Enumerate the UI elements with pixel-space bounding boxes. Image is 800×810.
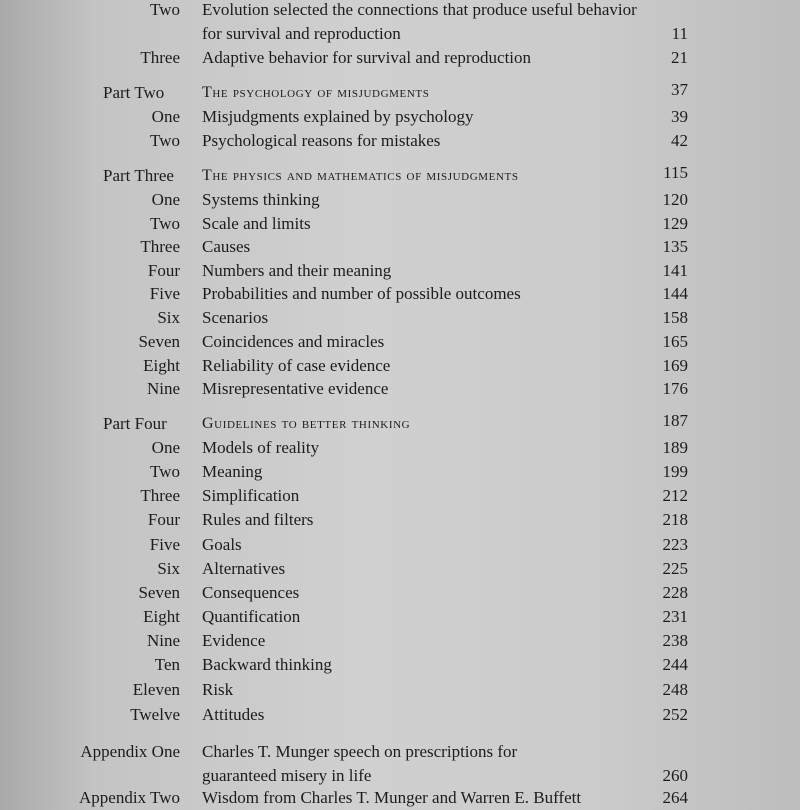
toc-entry-title: Meaning bbox=[202, 462, 263, 481]
toc-entry-label: Seven bbox=[138, 332, 180, 351]
toc-entry-label: Two bbox=[150, 214, 180, 233]
toc-entry-page: 252 bbox=[662, 705, 688, 724]
toc-entry-label: Appendix Two bbox=[79, 788, 180, 807]
toc-entry-page: 42 bbox=[671, 131, 688, 150]
toc-entry-title: Wisdom from Charles T. Munger and Warren E. Buffett bbox=[202, 788, 582, 807]
toc-entry bbox=[0, 484, 800, 508]
toc-entry-title: Evidence bbox=[202, 631, 266, 650]
toc-entry-title: Psychological reasons for mistakes bbox=[202, 131, 441, 150]
toc-part-heading bbox=[0, 412, 800, 436]
toc-entry bbox=[0, 22, 800, 46]
toc-entry-title: Scenarios bbox=[202, 308, 269, 327]
toc-entry-page: 37 bbox=[671, 80, 688, 99]
toc-entry-title: for survival and reproduction bbox=[202, 24, 401, 43]
toc-entry-title: Charles T. Munger speech on prescriptions for bbox=[202, 742, 518, 761]
toc-entry-title: Backward thinking bbox=[202, 655, 332, 674]
toc-entry-label: Three bbox=[140, 237, 180, 256]
toc-entry-page: 120 bbox=[662, 190, 688, 209]
toc-part-heading bbox=[0, 164, 800, 188]
toc-entry-page: 260 bbox=[662, 766, 688, 785]
toc-entry-title: The physics and mathematics of misjudgments bbox=[202, 167, 519, 184]
toc-entry bbox=[0, 212, 800, 236]
toc-entry-page: 21 bbox=[671, 48, 688, 67]
toc-entry-label: Part Four bbox=[103, 414, 167, 433]
toc-entry bbox=[0, 508, 800, 532]
toc-entry-label: Five bbox=[149, 535, 180, 554]
toc-entry-label: One bbox=[151, 190, 180, 209]
toc-entry bbox=[0, 235, 800, 259]
toc-entry-title: Numbers and their meaning bbox=[202, 261, 392, 280]
toc-entry-page: 199 bbox=[662, 462, 688, 481]
toc-entry-label: Nine bbox=[146, 631, 180, 650]
toc-entry-title: Reliability of case evidence bbox=[202, 356, 391, 375]
toc-entry bbox=[0, 460, 800, 484]
toc-entry-page: 187 bbox=[662, 411, 688, 430]
toc-entry-page: 228 bbox=[662, 583, 688, 602]
toc-entry-label: Three bbox=[140, 48, 180, 67]
toc-entry-label: Seven bbox=[138, 583, 180, 602]
toc-entry-title: Alternatives bbox=[202, 559, 286, 578]
toc-entry-page: 141 bbox=[662, 261, 688, 280]
toc-entry-page: 169 bbox=[662, 356, 688, 375]
toc-entry-page: 165 bbox=[662, 332, 688, 351]
toc-entry-label: Four bbox=[147, 261, 180, 280]
toc-entry-page: 218 bbox=[662, 510, 688, 529]
toc-entry-page: 135 bbox=[662, 237, 688, 256]
toc-entry-page: 115 bbox=[663, 163, 688, 182]
toc-entry bbox=[0, 377, 800, 401]
toc-entry bbox=[0, 678, 800, 702]
toc-entry-title: Evolution selected the connections that produce useful behavior bbox=[202, 0, 637, 19]
toc-entry-title: Probabilities and number of possible outcomes bbox=[202, 284, 521, 303]
toc-entry-title: Risk bbox=[202, 680, 234, 699]
toc-entry bbox=[0, 533, 800, 557]
toc-entry-title: Quantification bbox=[202, 607, 301, 626]
toc-entry-title: Guidelines to better thinking bbox=[202, 415, 411, 432]
toc-entry-title: guaranteed misery in life bbox=[202, 766, 372, 785]
toc-entry-label: Two bbox=[150, 0, 180, 19]
toc-entry-page: 11 bbox=[671, 24, 688, 43]
toc-entry-page: 39 bbox=[671, 107, 688, 126]
toc-part-heading bbox=[0, 81, 800, 105]
toc-entry bbox=[0, 653, 800, 677]
toc-entry-label: Part Two bbox=[103, 83, 165, 102]
toc-entry-label: Six bbox=[157, 308, 180, 327]
toc-entry bbox=[0, 188, 800, 212]
toc-entry-title: Adaptive behavior for survival and reproduction bbox=[202, 48, 532, 67]
toc-entry bbox=[0, 354, 800, 378]
toc-entry-page: 264 bbox=[662, 788, 688, 807]
toc-entry-label: Eight bbox=[143, 356, 180, 375]
toc-entry-label: Four bbox=[147, 510, 180, 529]
toc-entry-page: 176 bbox=[662, 379, 688, 398]
toc-entry-label: Two bbox=[150, 462, 180, 481]
toc-entry-page: 248 bbox=[662, 680, 688, 699]
toc-entry-label: Twelve bbox=[130, 705, 180, 724]
toc-entry-title: Systems thinking bbox=[202, 190, 320, 209]
toc-entry-label: Nine bbox=[146, 379, 180, 398]
toc-entry-label: One bbox=[151, 107, 180, 126]
toc-entry-page: 212 bbox=[662, 486, 688, 505]
toc-entry-label: One bbox=[151, 438, 180, 457]
toc-entry bbox=[0, 46, 800, 70]
toc-entry bbox=[0, 0, 800, 22]
toc-entry-label: Six bbox=[157, 559, 180, 578]
toc-entry bbox=[0, 581, 800, 605]
toc-entry-title: Coincidences and miracles bbox=[202, 332, 385, 351]
toc-entry bbox=[0, 740, 800, 764]
toc-entry-title: The psychology of misjudgments bbox=[202, 84, 430, 101]
toc-entry-label: Three bbox=[140, 486, 180, 505]
toc-entry bbox=[0, 605, 800, 629]
toc-entry bbox=[0, 629, 800, 653]
toc-entry-title: Misrepresentative evidence bbox=[202, 379, 389, 398]
toc-entry bbox=[0, 259, 800, 283]
toc-entry bbox=[0, 764, 800, 788]
toc-entry-title: Attitudes bbox=[202, 705, 265, 724]
toc-entry-label: Eight bbox=[143, 607, 180, 626]
toc-entry bbox=[0, 703, 800, 727]
toc-entry bbox=[0, 557, 800, 581]
toc-entry bbox=[0, 129, 800, 153]
toc-entry bbox=[0, 330, 800, 354]
toc-entry-title: Causes bbox=[202, 237, 251, 256]
toc-entry-title: Goals bbox=[202, 535, 242, 554]
toc-entry bbox=[0, 105, 800, 129]
toc-entry-title: Simplification bbox=[202, 486, 300, 505]
toc-entry-title: Scale and limits bbox=[202, 214, 311, 233]
toc-entry bbox=[0, 786, 800, 810]
toc-entry-label: Two bbox=[150, 131, 180, 150]
toc-entry-page: 158 bbox=[662, 308, 688, 327]
toc-entry-title: Models of reality bbox=[202, 438, 320, 457]
toc-entry-label: Part Three bbox=[103, 166, 174, 185]
toc-entry-page: 225 bbox=[662, 559, 688, 578]
toc-entry bbox=[0, 436, 800, 460]
toc-entry-label: Appendix One bbox=[80, 742, 180, 761]
toc-entry bbox=[0, 282, 800, 306]
toc-entry bbox=[0, 306, 800, 330]
toc-entry-page: 238 bbox=[662, 631, 688, 650]
toc-entry-label: Ten bbox=[154, 655, 180, 674]
toc-entry-page: 223 bbox=[662, 535, 688, 554]
toc-entry-page: 144 bbox=[662, 284, 688, 303]
toc-entry-label: Eleven bbox=[132, 680, 180, 699]
toc-entry-page: 189 bbox=[662, 438, 688, 457]
toc-entry-page: 244 bbox=[662, 655, 688, 674]
toc-entry-page: 129 bbox=[662, 214, 688, 233]
toc-entry-title: Rules and filters bbox=[202, 510, 314, 529]
toc-entry-title: Consequences bbox=[202, 583, 300, 602]
toc-entry-label: Five bbox=[149, 284, 180, 303]
toc-entry-title: Misjudgments explained by psychology bbox=[202, 107, 474, 126]
toc-entry-page: 231 bbox=[662, 607, 688, 626]
